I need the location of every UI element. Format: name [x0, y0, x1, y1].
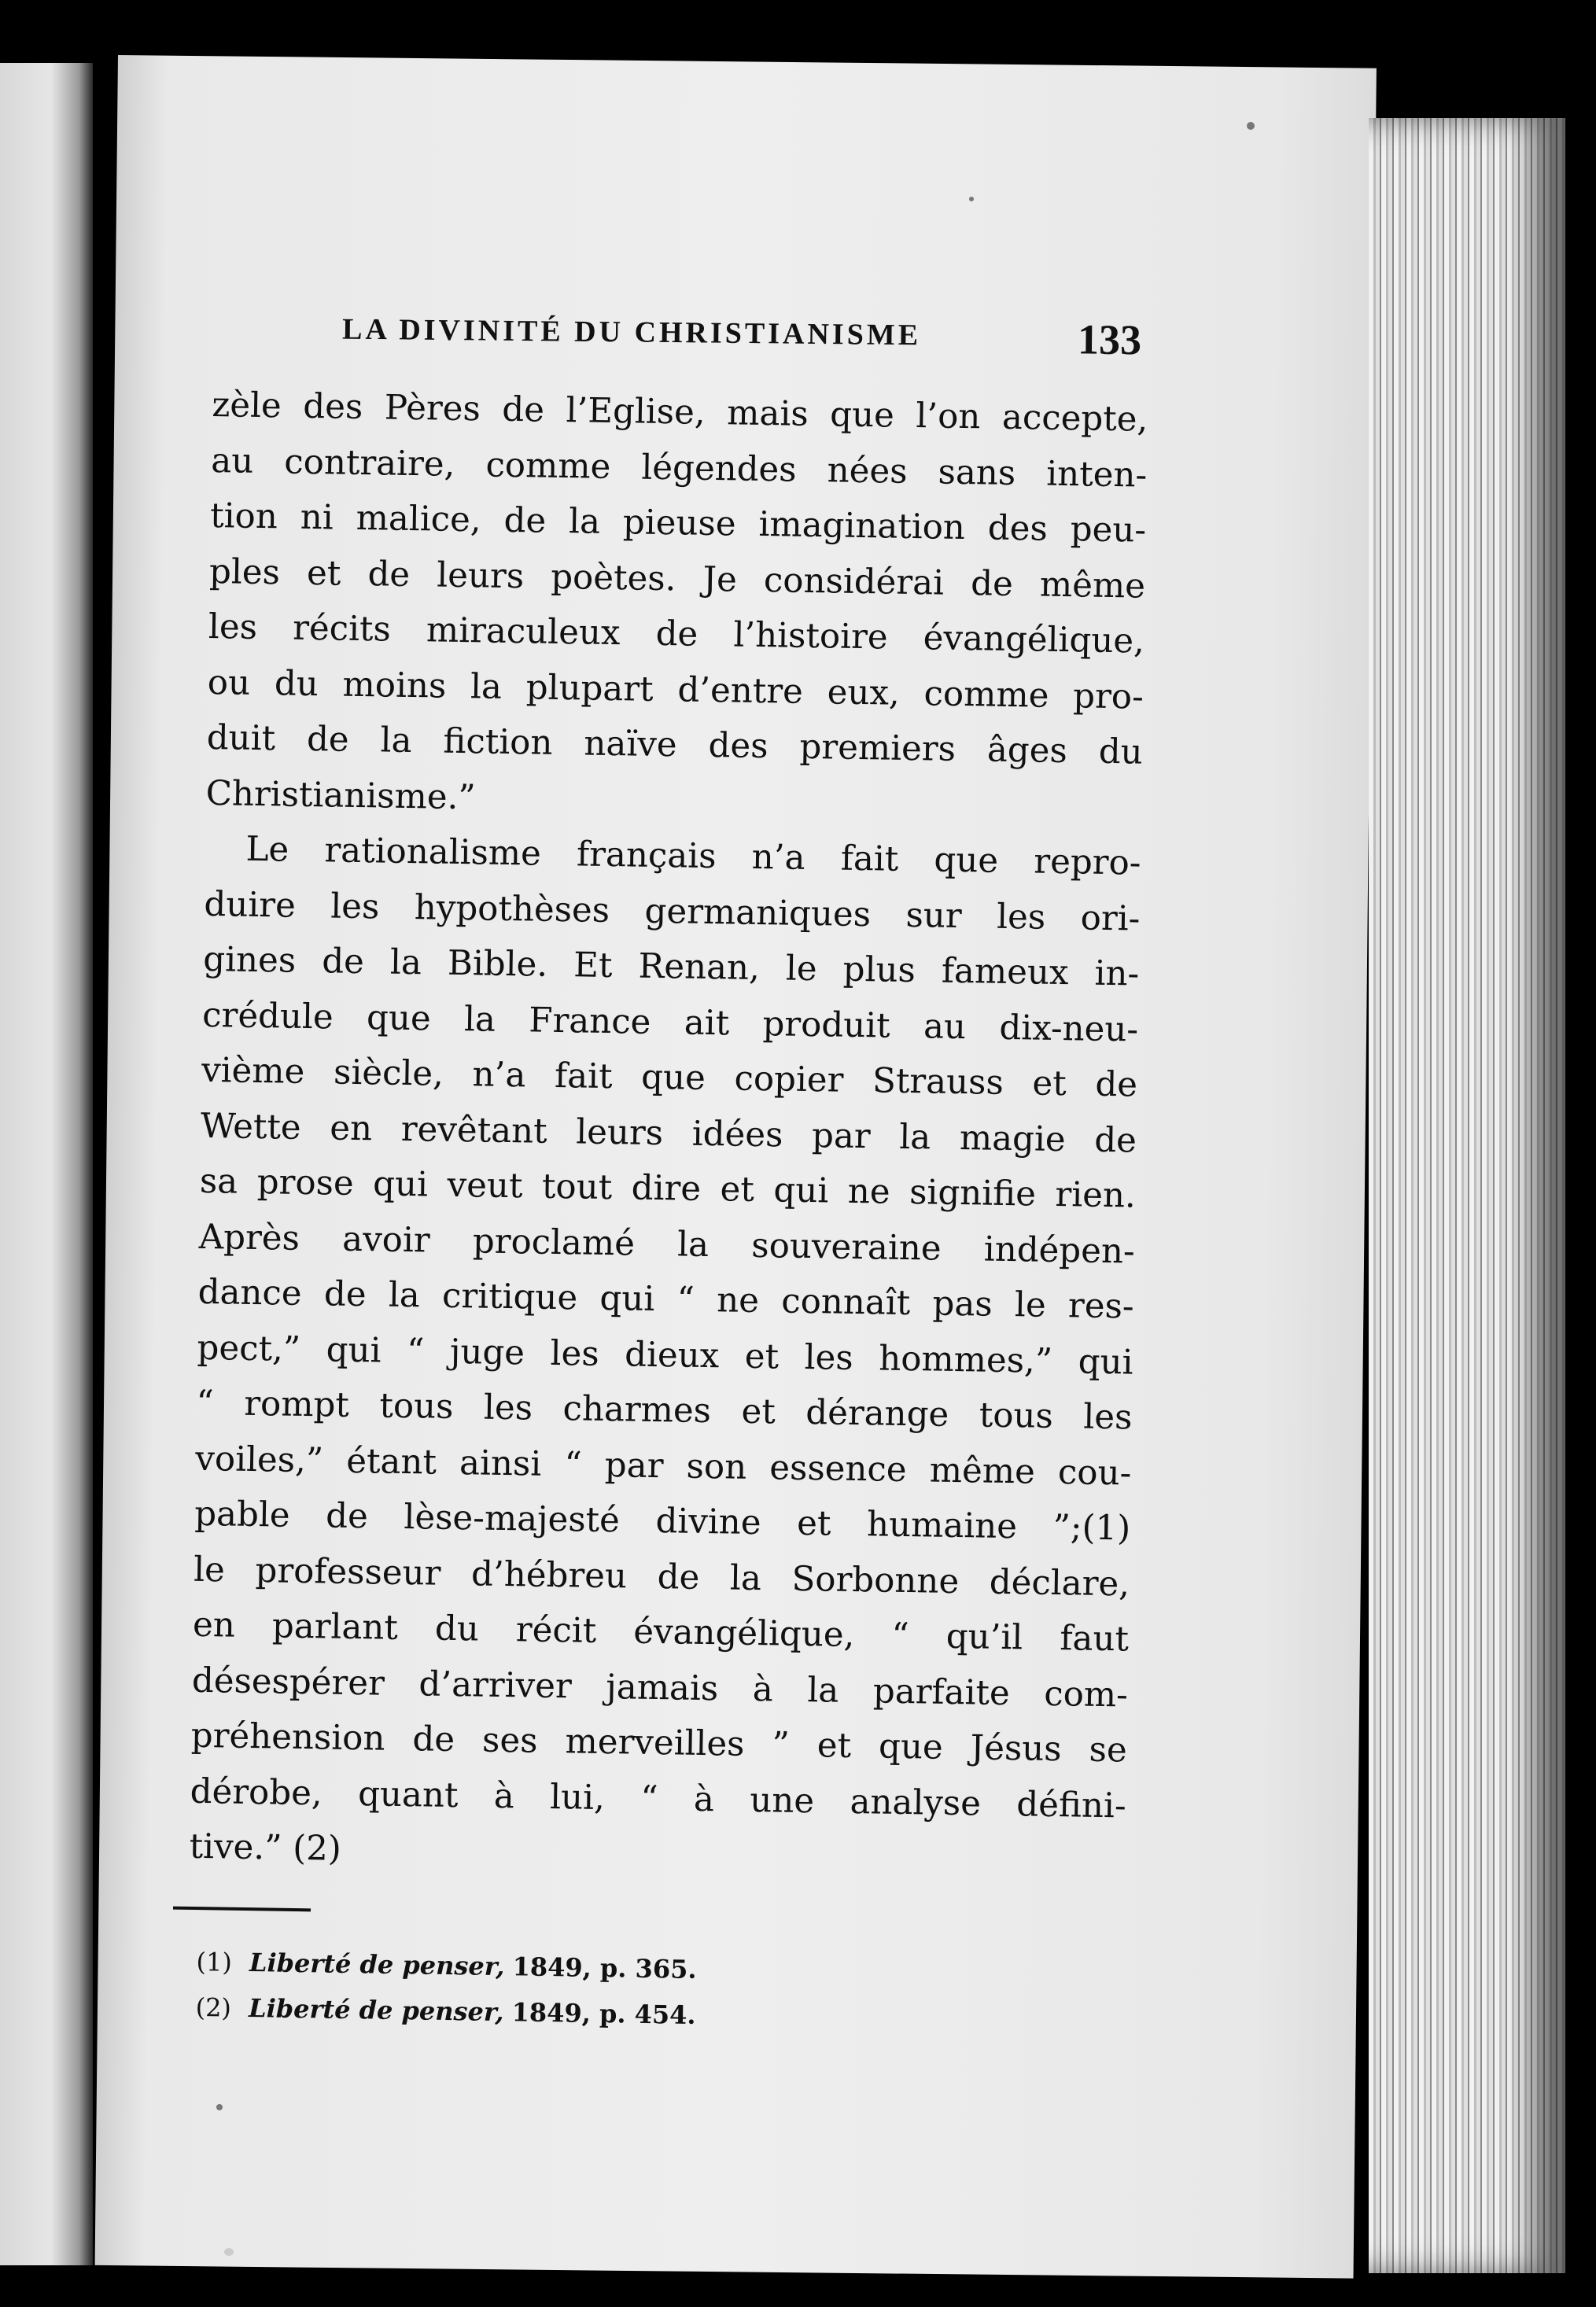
text-line: dance de la critique qui “ ne connaît pas le res- [197, 1272, 1134, 1327]
footnote-citation: 1849, p. 454. [511, 1997, 696, 2030]
text-line: au contraire, comme légendes nées sans inten- [210, 440, 1148, 496]
scan-speck [969, 197, 974, 201]
text-line: tion ni malice, de la pieuse imagination des peu- [209, 496, 1147, 551]
text-line: le professeur d’hébreu de la Sorbonne déclare, [193, 1550, 1130, 1605]
text-line: ou du moins la plupart d’entre eux, comme pro- [207, 662, 1144, 717]
footnote-work-title: Liberté de penser, [249, 1948, 505, 1982]
text-line: ples et de leurs poètes. Je considérai de même [208, 551, 1146, 606]
text-line: Wette en revêtant leurs idées par la magie de [200, 1106, 1137, 1161]
text-line: Après avoir proclamé la souveraine indépen- [198, 1217, 1136, 1272]
text-line: voiles,” étant ainsi “ par son essence même cou- [195, 1439, 1132, 1494]
footnote [196, 1939, 697, 1992]
footnote-work-title: Liberté de penser, [248, 1993, 504, 2028]
running-head [220, 311, 1165, 376]
scan-speck [224, 2248, 234, 2256]
text-line: pect,” qui “ juge les dieux et les hommes,” qui [197, 1328, 1133, 1383]
text-line: pable de lèse-majesté divine et humaine ”;(1) [194, 1494, 1131, 1549]
text-line: sa prose qui veut tout dire et qui ne signifie rien. [199, 1161, 1137, 1216]
running-head-title: LA DIVINITÉ DU CHRISTIANISME [341, 312, 922, 352]
footnote-number: (2) [195, 1992, 232, 2023]
text-line: duit de la fiction naïve des premiers âges du [206, 717, 1144, 772]
footnotes [195, 1939, 697, 2038]
text-line: tive.” (2) [189, 1826, 342, 1869]
text-line: crédule que la France ait produit au dix-neu- [201, 995, 1139, 1050]
text-line: en parlant du récit évangélique, “ qu’il faut [192, 1605, 1130, 1660]
page-number: 133 [1077, 315, 1142, 364]
text-line: duire les hypothèses germaniques sur les ori- [204, 884, 1141, 939]
text-line: “ rompt tous les charmes et dérange tous les [196, 1383, 1133, 1438]
paragraph-start-line: Le rationalisme français n’a fait que repro- [245, 829, 1141, 883]
footnote [195, 1985, 696, 2038]
body-text [189, 378, 1148, 1889]
text-line: les récits miraculeux de l’histoire évangélique, [208, 606, 1145, 662]
facing-page-edge [0, 63, 93, 2265]
page-edges [1369, 118, 1565, 2273]
text-line: zèle des Pères de l’Eglise, mais que l’on accepte, [212, 385, 1148, 440]
text-line: dérobe, quant à lui, “ à une analyse défini- [190, 1771, 1127, 1826]
text-line: gines de la Bible. Et Renan, le plus fameux in- [202, 939, 1140, 994]
scan-speck [1247, 122, 1255, 130]
text-line: préhension de ses merveilles ” et que Jésus se [190, 1716, 1128, 1771]
text-line: vième siècle, n’a fait que copier Strauss et de [201, 1050, 1138, 1105]
text-line: désespérer d’arriver jamais à la parfaite com- [191, 1660, 1129, 1715]
text-line: Christianisme.” [205, 773, 477, 817]
scan-speck [216, 2104, 223, 2110]
footnote-citation: 1849, p. 365. [512, 1951, 697, 1985]
footnote-number: (1) [196, 1946, 233, 1977]
